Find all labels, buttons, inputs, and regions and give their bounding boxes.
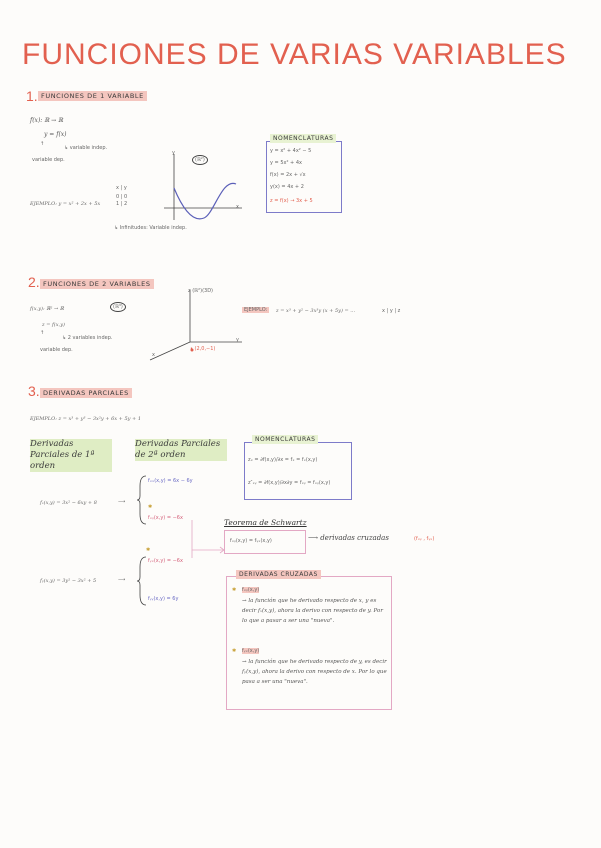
- s2-x-axis: [150, 342, 190, 360]
- section-3-number: 3.: [28, 383, 40, 399]
- s1-nomen-1: y = 5x² + 4x: [270, 160, 302, 166]
- s3-fyy: fᵧᵧ(x,y) = 6y: [148, 596, 179, 602]
- s1-var-dep: variable dep.: [32, 157, 65, 163]
- s1-nomen-4: z = f(x) → 3x + 5: [270, 198, 313, 204]
- s3-example: EJEMPLO: z = x³ + y³ − 3x²y + 6x + 5y + 1: [30, 416, 141, 422]
- s3-bullet-star-2: ✱: [232, 648, 237, 654]
- s3-star-1: ✱: [148, 504, 153, 510]
- s2-axis-y: y: [236, 337, 239, 343]
- s1-graph-note: ↳ Infinitudes: Variable indep.: [114, 225, 187, 231]
- s3-bullet2: → la función que he derivado respecto de y, es decir fᵧ(x,y), ahora la derivo con respecto de x. Por lo que pasa a ser una "nueva".: [242, 659, 387, 685]
- s3-fxx: fₓₓ(x,y) = 6x − 6y: [148, 478, 193, 484]
- s1-nomen-3: y(x) = 4x + 2: [270, 184, 304, 190]
- s3-crossed-sub: (fₓᵧ , fᵧₓ): [414, 536, 435, 542]
- s3-bullet1-term: fₓᵧ(x,y): [242, 587, 260, 593]
- s3-fy: fᵧ(x,y) = 3y² − 3x² + 5: [40, 578, 97, 584]
- s3-bullet2-term: fᵧₓ(x,y): [242, 648, 260, 654]
- s1-eq: y = f(x): [44, 131, 67, 138]
- s1-graph-curve: [174, 183, 236, 219]
- s1-example: EJEMPLO: y = x² + 2x + 5x: [30, 201, 101, 207]
- s3-crossed-box-title: DERIVADAS CRUZADAS: [236, 570, 321, 579]
- s2-point: • (2,0,−1): [190, 346, 216, 352]
- s3-fxy: fₓᵧ(x,y) = −6x: [148, 515, 183, 521]
- s2-example: z = x³ + y² − 3x³y (x + 5y) = ...: [276, 308, 356, 314]
- page-title: FUNCIONES DE VARIAS VARIABLES: [22, 38, 567, 71]
- s3-schwartz-eq: fₓᵧ(x,y) = fᵧₓ(x,y): [230, 538, 272, 544]
- s1-var-indep: ↳ variable indep.: [64, 145, 108, 151]
- section-2-number: 2.: [28, 274, 40, 290]
- s2-var-indep: ↳ 2 variables indep.: [62, 335, 113, 341]
- s3-fx-arrow: ⟶: [118, 499, 126, 505]
- s3-brace-2: [136, 555, 148, 607]
- s2-arrow: ↑: [40, 330, 45, 336]
- s3-nomen-1: zₓ = ∂f(x,y)/∂x = fₓ = fₓ(x,y): [248, 457, 318, 463]
- s3-crossed: ⟶ derivadas cruzadas: [308, 534, 389, 542]
- s3-first-order: Derivadas Parciales de 1ª orden: [30, 439, 112, 472]
- s3-bullet1: → la función que he derivado respecto de x, y es decir fₓ(x,y), ahora la derivo con respecto de y. Por lo que a pasar a ser una "nueva".: [242, 598, 383, 624]
- s1-graph-y: y: [172, 150, 175, 156]
- section-1-number: 1.: [26, 88, 38, 104]
- section-1-heading: FUNCIONES DE 1 VARIABLE: [38, 91, 147, 101]
- s2-map: f(x,y): ℝ² → ℝ: [30, 306, 64, 312]
- s2-eq: z = f(x,y): [42, 322, 65, 328]
- s2-3d-axes: [146, 284, 246, 364]
- s1-graph-x: x: [236, 204, 239, 210]
- s3-nomen-box: [244, 442, 352, 500]
- s2-table: x | y | z: [382, 308, 401, 314]
- s3-nomen-title: NOMENCLATURAS: [252, 435, 318, 444]
- section-2-heading: FUNCIONES DE 2 VARIABLES: [40, 279, 154, 289]
- s3-schwartz-title: Teorema de Schwartz: [224, 518, 307, 527]
- s3-fyx: fᵧₓ(x,y) = −6x: [148, 558, 183, 564]
- section-3-heading: DERIVADAS PARCIALES: [40, 388, 132, 398]
- s1-table-rows: 0 | 0 1 | 2: [116, 194, 128, 207]
- s1-table-head: x | y: [116, 185, 127, 191]
- s1-graph-label: (ℝ²): [192, 155, 208, 165]
- s3-fy-arrow: ⟶: [118, 577, 126, 583]
- s3-bullet-star-1: ✱: [232, 587, 237, 593]
- s3-fx: fₓ(x,y) = 3x² − 6xy + 8: [40, 500, 97, 506]
- s3-nomen-2: z″ₓᵧ = ∂f(x,y)/∂x∂y = fₓᵧ = fₓᵧ(x,y): [248, 480, 331, 486]
- s2-var-dep: variable dep.: [40, 347, 73, 353]
- s1-nomen-2: f(x) = 2x + √x: [270, 172, 306, 178]
- s3-star-2: ✱: [146, 547, 151, 553]
- s3-brace-1: [136, 474, 148, 526]
- s3-second-order: Derivadas Parciales de 2ª orden: [135, 439, 227, 461]
- s2-r3: (ℝ³): [110, 302, 126, 312]
- s2-example-label: EJEMPLO:: [244, 307, 268, 313]
- s2-axis-z: z (ℝ²)(3D): [188, 288, 214, 294]
- s1-map: f(x): ℝ → ℝ: [30, 117, 64, 124]
- s1-nomen-title: NOMENCLATURAS: [270, 134, 336, 143]
- s1-arrow: ↑: [40, 141, 45, 147]
- s2-axis-x: x: [152, 352, 155, 358]
- s1-nomen-0: y = x² + 4x² − 5: [270, 148, 312, 154]
